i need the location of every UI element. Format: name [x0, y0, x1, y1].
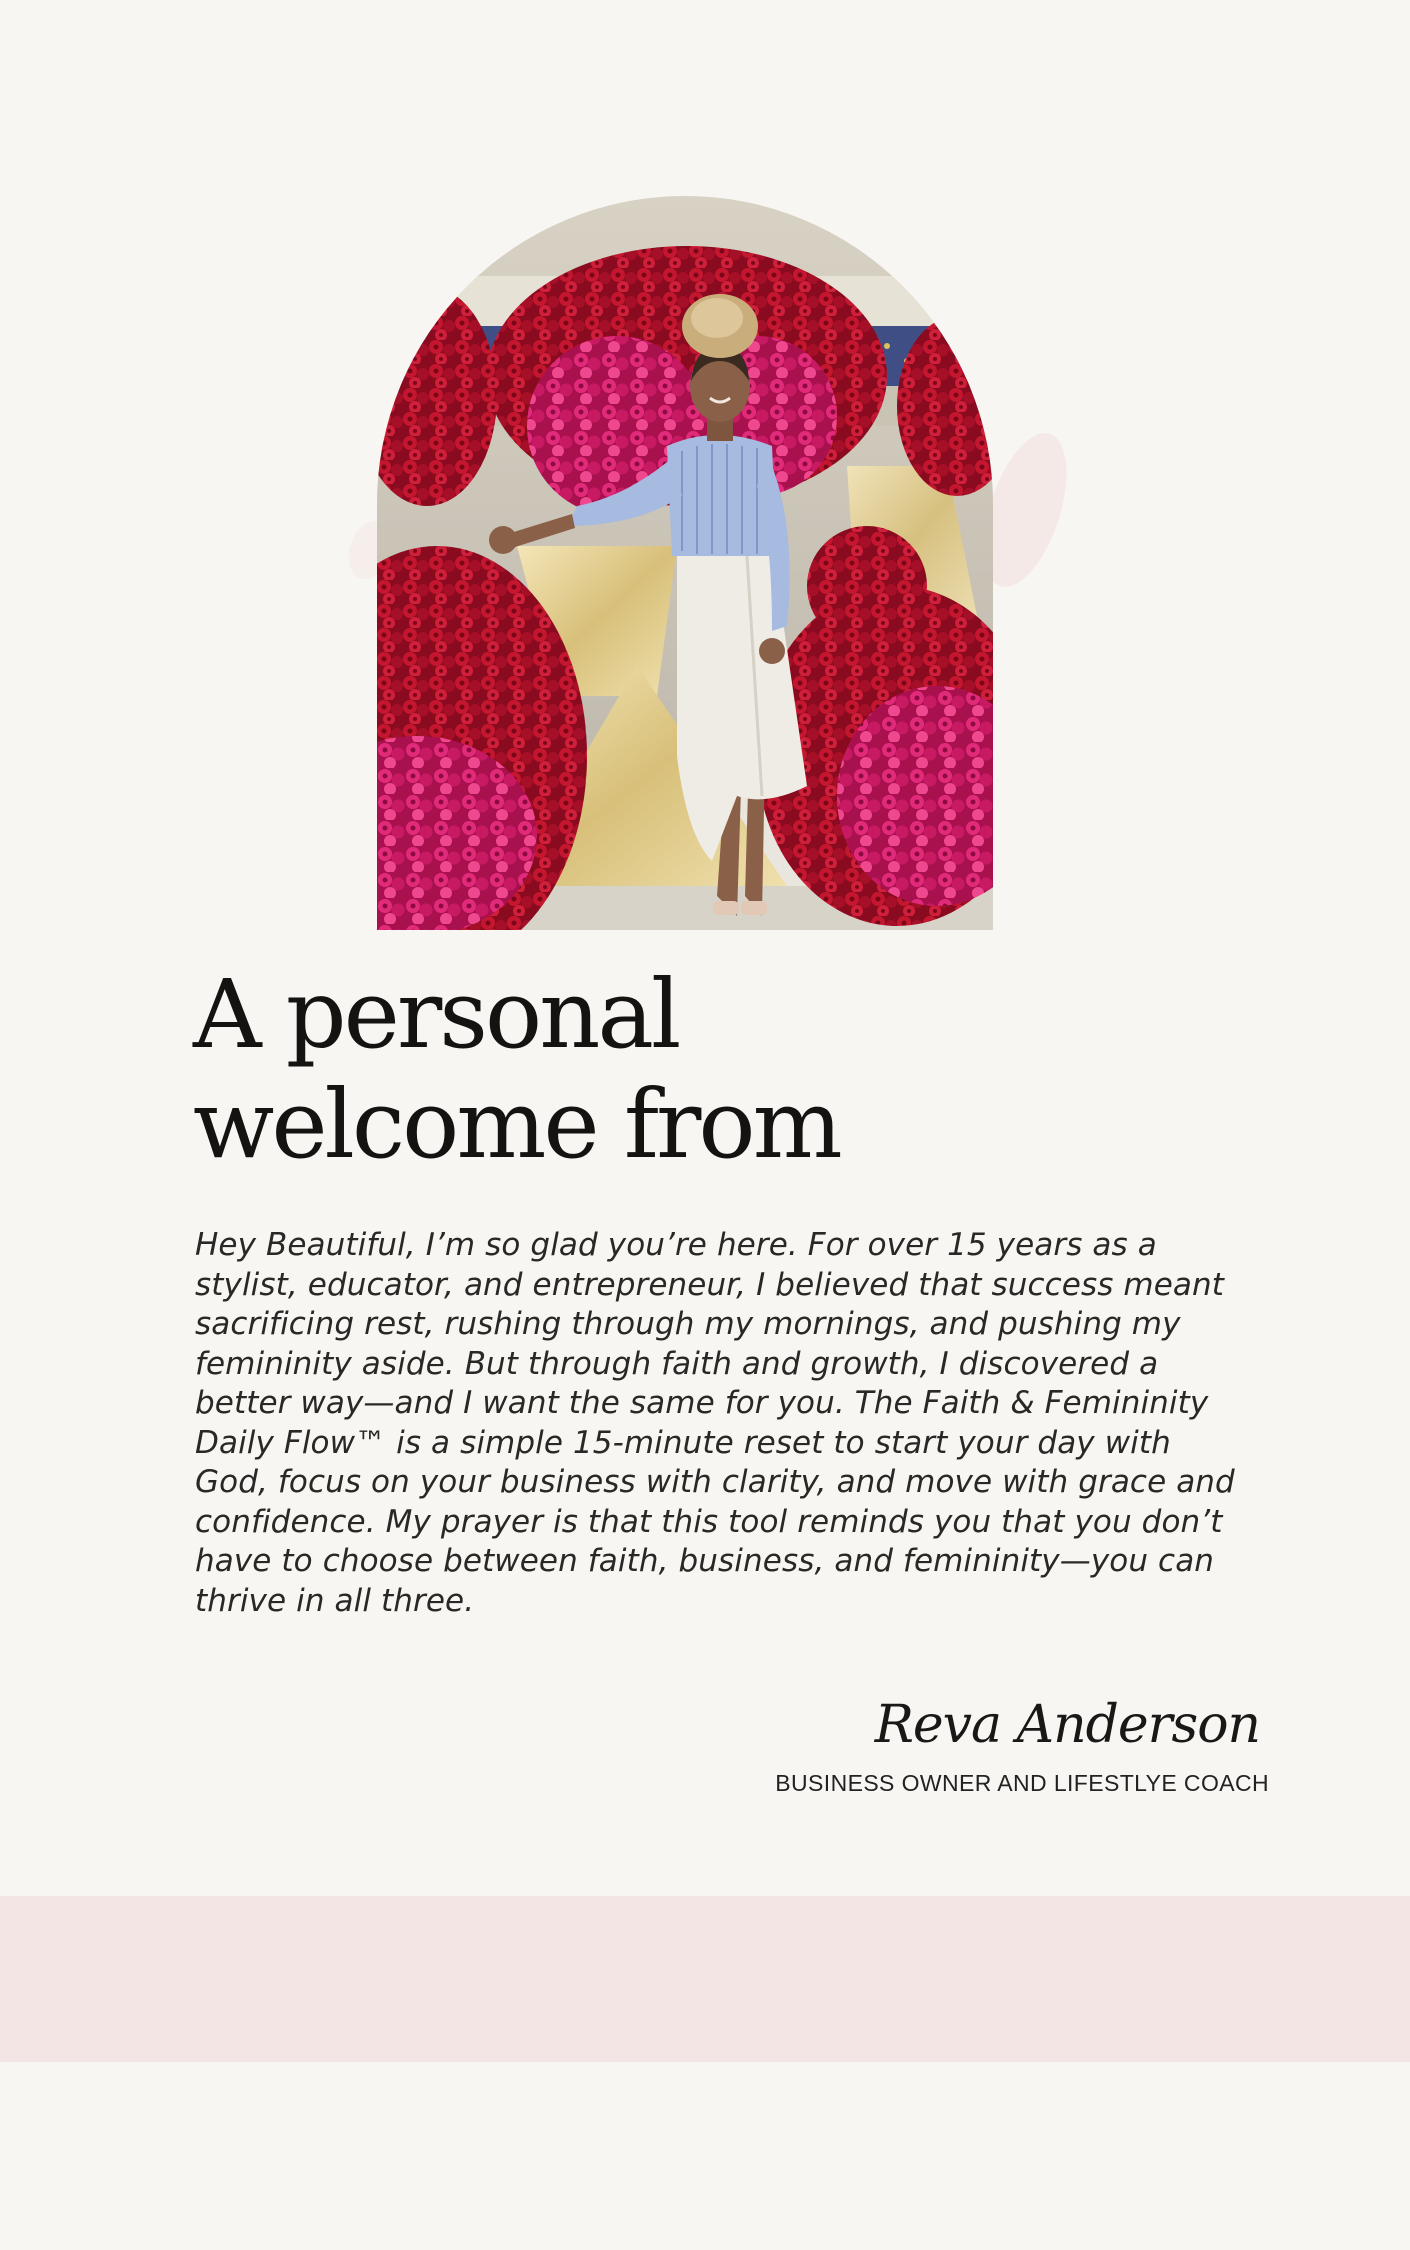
welcome-letter-body: Hey Beautiful, I’m so glad you’re here. For over 15 years as a stylist, educator, and entrepreneur, I believed that success meant sacrificing rest, rushing through my mornings, and pushing my femininity aside. But through faith and growth, I discovered a better way—and I want the same for you. The Faith & Femininity Daily Flow™ is a simple 15-minute reset to start your day with God, focus on your business with clarity, and move with grace and confidence. My prayer is that this tool reminds you that you don’t have to choose between faith, business, and femininity—you can thrive in all three. [195, 1227, 1235, 1619]
portrait-illustration [377, 196, 993, 930]
page-title [193, 960, 953, 1180]
signature-name: Reva Anderson [874, 1695, 1260, 1755]
title-line-1: A personal [193, 960, 679, 1070]
arched-portrait-photo [377, 196, 993, 930]
decorative-pink-band [0, 1896, 1410, 2062]
title-line-2: welcome from [193, 1070, 840, 1180]
signature-role: BUSINESS OWNER AND LIFESTLYE COACH [775, 1770, 1269, 1796]
